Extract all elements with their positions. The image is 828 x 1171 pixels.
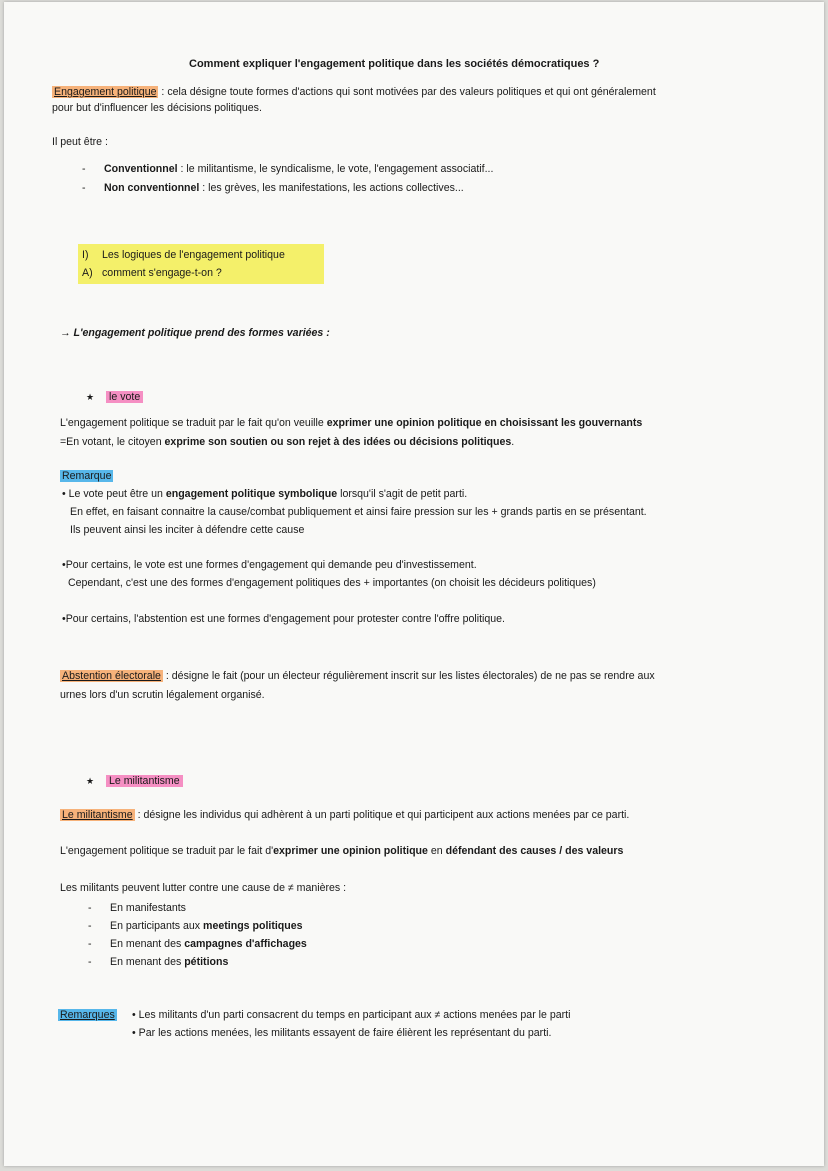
way-item	[88, 937, 307, 951]
ways-intro: Les militants peuvent lutter contre une cause de ≠ manières :	[60, 882, 347, 894]
remarque-bullet-2: •Pour certains, le vote est une formes d'engagement qui demande peu d'investissement.	[62, 559, 477, 571]
bold-text: engagement politique symbolique	[165, 488, 338, 500]
bold-text: exprime son soutien ou son rejet à des idées ou décisions politiques	[164, 436, 512, 448]
bullet-dash: -	[82, 163, 86, 175]
text: .	[511, 436, 515, 448]
section-heading-1	[82, 248, 285, 262]
vote-paragraph-2	[60, 435, 514, 449]
page-title: Comment expliquer l'engagement politique dans les sociétés démocratiques ?	[189, 58, 600, 70]
peut-etre-text: Il peut être :	[52, 136, 108, 148]
bold-text: campagnes d'affichages	[184, 938, 307, 950]
remarques-line-2: • Par les actions menées, les militants essayent de faire élièrent les représentant du parti.	[132, 1027, 552, 1039]
bold-text: exprimer une opinion politique en choisissant les gouvernants	[326, 417, 643, 429]
remarque-highlight: Remarque	[62, 470, 112, 482]
text: En manifestants	[110, 902, 186, 914]
definition-line2: pour but d'influencer les décisions politiques.	[52, 102, 262, 114]
section-heading-A	[82, 266, 222, 280]
definition-line1: : cela désigne toute formes d'actions qui sont motivées par des valeurs politiques et qui ont généralement	[158, 86, 656, 98]
definition-abstention	[60, 669, 655, 683]
remarques-line-1: • Les militants d'un parti consacrent du temps en participant aux ≠ actions menées par le parti	[132, 1009, 571, 1021]
militantisme-heading-label: Le militantisme	[106, 775, 183, 787]
form-label: Conventionnel	[104, 163, 178, 175]
bold-text: meetings politiques	[203, 920, 303, 932]
text: L'engagement politique se traduit par le fait d'	[60, 845, 274, 857]
remarque-bullet-1	[62, 487, 467, 501]
text: : désigne les individus qui adhèrent à un parti politique et qui participent aux actions menées par ce parti.	[134, 809, 630, 821]
text: En menant des	[110, 956, 185, 968]
militantisme-heading	[86, 774, 183, 788]
section-number: I)	[82, 249, 89, 261]
text: L'engagement politique se traduit par le fait qu'on veuille	[60, 417, 327, 429]
term-abstention: Abstention électorale	[62, 670, 161, 682]
remarque-bullet-2-line2: Cependant, c'est une des formes d'engagement politiques des + importantes (on choisit les décideurs politiques)	[68, 577, 596, 589]
text: • Le vote peut être un	[62, 488, 166, 500]
bold-text: défendant des causes / des valeurs	[445, 845, 624, 857]
vote-heading-label: le vote	[106, 391, 143, 403]
way-item	[88, 919, 303, 933]
remarque-label	[60, 469, 113, 483]
form-item-conventionnel	[82, 162, 493, 176]
definition-engagement	[52, 85, 656, 99]
bullet-dash: -	[88, 956, 92, 968]
definition-abstention-line2: urnes lors d'un scrutin légalement organisé.	[60, 689, 265, 701]
definition-militantisme	[60, 808, 629, 822]
way-item	[88, 901, 186, 915]
bullet-dash: -	[88, 920, 92, 932]
text: =En votant, le citoyen	[60, 436, 165, 448]
form-text: : les grèves, les manifestations, les actions collectives...	[199, 182, 464, 194]
term-engagement-politique: Engagement politique	[54, 86, 157, 98]
section-number: A)	[82, 267, 93, 279]
arrow-statement: → L'engagement politique prend des formes variées :	[60, 327, 330, 339]
term-militantisme: Le militantisme	[62, 809, 133, 821]
remarque-bullet-1-line2: En effet, en faisant connaitre la cause/combat publiquement et ainsi faire pression sur les + grands partis en se présentant.	[70, 506, 647, 518]
bold-text: exprimer une opinion politique	[273, 845, 428, 857]
text: En participants aux	[110, 920, 204, 932]
text: lorsqu'il s'agit de petit parti.	[337, 488, 468, 500]
remarque-bullet-1-line3: Ils peuvent ainsi les inciter à défendre cette cause	[70, 524, 305, 536]
section-label: comment s'engage-t-on ?	[102, 267, 222, 279]
form-label: Non conventionnel	[104, 182, 200, 194]
way-item	[88, 955, 228, 969]
remarques-label	[58, 1008, 117, 1022]
remarques-highlight: Remarques	[60, 1009, 115, 1021]
remarque-bullet-3: •Pour certains, l'abstention est une formes d'engagement pour protester contre l'offre politique.	[62, 613, 506, 625]
bold-text: pétitions	[184, 956, 229, 968]
form-text: : le militantisme, le syndicalisme, le vote, l'engagement associatif...	[177, 163, 494, 175]
bullet-dash: -	[88, 938, 92, 950]
form-item-non-conventionnel	[82, 181, 464, 195]
section-label: Les logiques de l'engagement politique	[102, 249, 285, 261]
paper-page	[4, 2, 824, 1166]
vote-heading	[86, 390, 143, 404]
militantisme-paragraph	[60, 844, 623, 858]
text: En menant des	[110, 938, 185, 950]
bullet-dash: -	[88, 902, 92, 914]
vote-paragraph-1	[60, 416, 642, 430]
text: : désigne le fait (pour un électeur régulièrement inscrit sur les listes électorales) de ne pas se rendre aux	[162, 670, 655, 682]
star-icon: ★	[86, 776, 95, 786]
text: en	[427, 845, 446, 857]
bullet-dash: -	[82, 182, 86, 194]
star-icon: ★	[86, 392, 95, 402]
